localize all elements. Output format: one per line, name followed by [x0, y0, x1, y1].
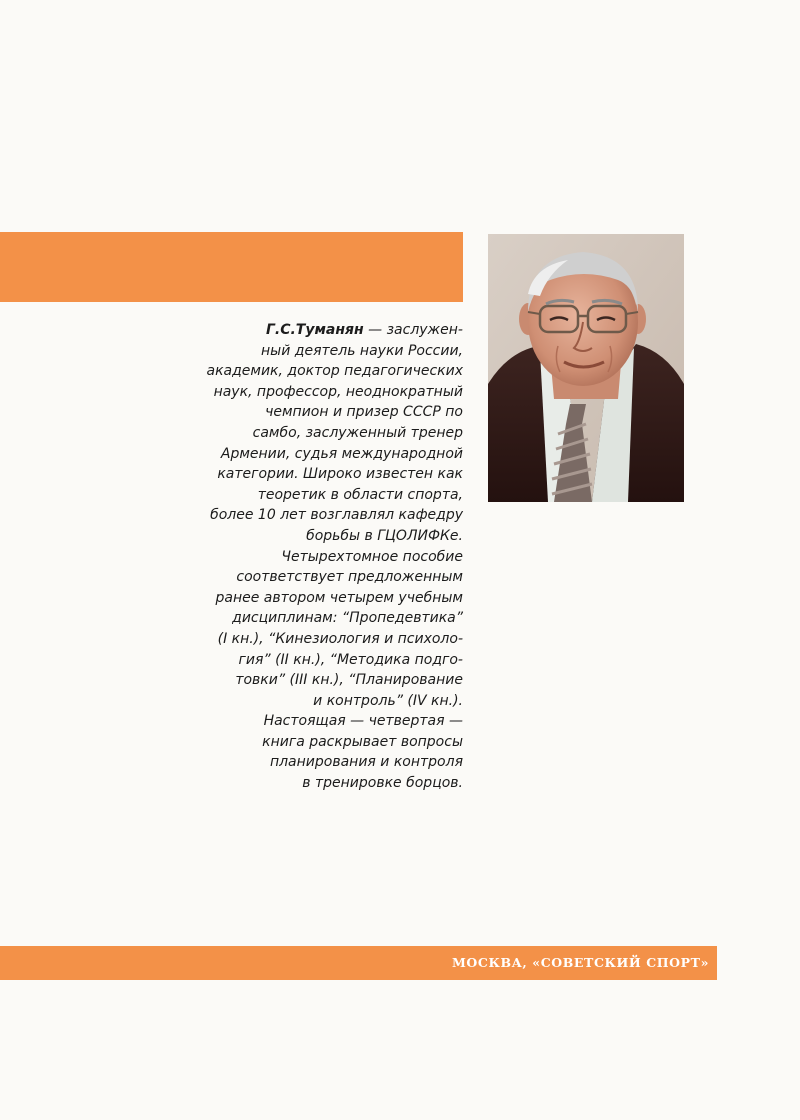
author-portrait	[488, 234, 684, 502]
author-name: Г.С.Туманян	[265, 322, 364, 338]
bio-line: борьбы в ГЦОЛИФКе.	[306, 527, 463, 544]
bio-line: ранее автором четырем учебным	[215, 589, 463, 606]
bio-line: категории. Широко известен как	[217, 466, 463, 483]
bio-line: теоретик в области спорта,	[257, 486, 463, 503]
publisher-imprint: МОСКВА, «СОВЕТСКИЙ СПОРТ»	[452, 955, 709, 970]
bio-line: планирования и контроля	[269, 754, 463, 771]
bio-line: Настоящая — четвертая —	[263, 713, 463, 730]
bio-line: (I кн.), “Кинезиология и психоло-	[217, 630, 463, 647]
portrait-photo-icon	[488, 234, 684, 502]
bio-line: в тренировке борцов.	[302, 775, 463, 792]
bio-line-text: — заслужен-	[363, 322, 463, 338]
bio-line: товки” (III кн.), “Планирование	[235, 672, 463, 689]
bio-line	[140, 320, 463, 341]
author-bio	[140, 320, 463, 794]
bio-line: более 10 лет возглавлял кафедру	[210, 507, 463, 524]
bio-line: дисциплинам: “Пропедевтика”	[232, 610, 463, 627]
bio-line: Армении, судья международной	[220, 445, 463, 462]
bio-line: гия” (II кн.), “Методика подго-	[238, 651, 463, 668]
bio-line: соответствует предложенным	[236, 569, 463, 586]
bottom-orange-band	[0, 946, 717, 980]
bio-line: чемпион и призер СССР по	[265, 404, 463, 421]
top-orange-band	[0, 232, 463, 302]
bio-line: и контроль” (IV кн.).	[313, 692, 463, 709]
bio-line: наук, профессор, неоднократный	[213, 383, 463, 400]
bio-line: самбо, заслуженный тренер	[252, 424, 463, 441]
bio-line: ный деятель науки России,	[261, 342, 463, 359]
bio-line: Четырехтомное пособие	[281, 548, 463, 565]
bio-line: академик, доктор педагогических	[206, 363, 463, 380]
bio-line: книга раскрывает вопросы	[262, 733, 463, 750]
